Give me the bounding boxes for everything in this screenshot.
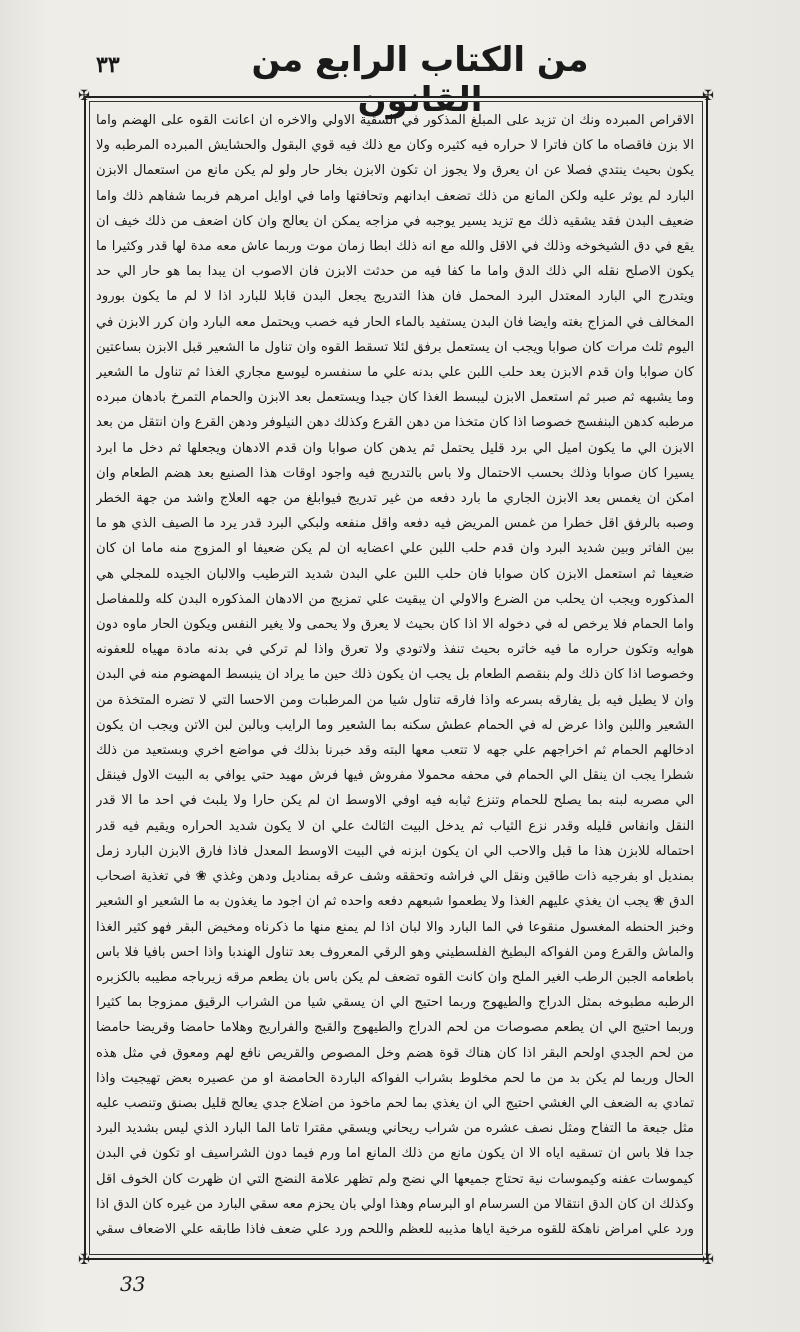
running-title: من الكتاب الرابع من القانون xyxy=(251,40,589,120)
page-number-arabic: ٣٣ xyxy=(96,52,120,78)
body-text xyxy=(96,108,694,1246)
page-header xyxy=(60,38,750,120)
frame-ornament-icon: ✠ xyxy=(78,88,90,104)
text-frame xyxy=(78,88,714,1268)
footer-page-number: 33 xyxy=(120,1272,146,1296)
frame-ornament-icon: ✠ xyxy=(78,1252,90,1268)
frame-ornament-icon: ✠ xyxy=(702,88,714,104)
paragraph: الاقراص المبرده ونك ان تزيد على المبلغ المذكور في السقية الاولي والاخره ان اعانت القوه على الهضم واما الا بزن فاقصاه ما كان فاترا لا حراره فيه كثيره وكان مع ذلك فيه قوي البقول والحشايش المبرده المرطبه ولا يكون بحيث ينتدي فصلا عن ان يعرق ولا يجوز ان تكون الابزن بخار حار ولو لم يكن مانع من استعمال الابزن البارد لم يوثر عليه ولكن المانع من ذلك تضعف ابدانهم وتحافتها واما في اوايل امرهم فربما شفاهم ذلك واما ضعيف البدن فقد يشقيه ذلك مع تزيد يسير يوجبه في مزاجه يمكن ان يعالج وان كان اضعف من ذلك خيف ان يقع في دق الشيخوخه وذلك في الاقل والله مع انه ذلك ابطا زمان موت وربما عاش معه مدة لها قدر وكثيرا ما يكون الاصلح نقله الي ذلك الدق واما ما كفا فيه من حدثت الابزن فان الاصوب ان يبدا بما هو حار الي حد ويتدرج الي البارد المعتدل البرد المحمل فان هذا التدريج يجعل البدن قابلا للبارد اذا لا لم ما يكون بورود المخالف في المزاج بغته وايضا فان البدن يستفيد بالماء الحار فيه خصب ويحتمل معه البارد وان كرر الابزن في اليوم ثلث مرات كان صوابا ويجب ان يستعمل برفق لئلا تسقط القوه وان تناول ما الشعير قبل الابزن بساعتين كان صوابا وان قدم الابزن بعد حلب اللبن علي بدنه علي ما سنفسره ليوسع مجاري الغذا ثم تناول ما الشعير وما يشبهه ثم صبر ثم استعمل الابزن ليبسط الغذا كان جيدا ويستعمل بعد الابزن والحمام التمرخ بادهان مبرده مرطبه كدهن البنفسج خصوصا اذا كان متخذا من دهن القرع وكذلك دهن النيلوفر ودهن القرع وان انتقل من بعد الابزن الي ما يكون اميل الي برد قليل يحتمل ثم يدهن كان صوابا وان قدم الادهان ويجعلها ثم دخل ما ابرد يسيرا كان صوابا وذلك بحسب الاحتمال ولا باس بالتدريج فيه واجود اوقات هذا الصنيع بعد هضم الطعام وان امكن ان يغمس بعد الابزن الجاري ما بارد دفعه من غير تدريج فيوابلغ من جهه العلاج واشد من جهة الخطر وصبه بالرفق اقل خطرا من غمس المريض فيه دفعه واقل منفعه ولبكي البرد قدر يرد ما الصيف الذي هو ما بين الفاتر وبين شديد البرد وان قدم حلب اللبن علي اعضايه ان لم يكن ضعيفا او المزوج منه ماما ان كان ضعيفا ثم استعمل الابزن كان صوابا فان حلب اللبن علي البدن شديد الترطيب والالبان الجيده للمجلي هي المذكوره ويجب ان يحلب من الضرع والاولي ان يبقيت علي تمزيج من الادهان المذكوره البدن كله وللمفاصل واما الحمام فلا يرخص له في دخوله الا اذا كان بحيث لا يعرق ولا يحمى ولا يغير النفس ويكون الحار ماوه دون هوايه وتكون حراره ما فيه خاتره بحيث تنفذ ولاتودي ولا تعرق واذا لم تركي في بدنه مادة مهياه للعفونه وخصوصا اذا كان ذلك ولم بنقصم الطعام بل يجب ان يكون ذلك حين ما يراد ان ينبسط المهضوم منه في البدن وان لا يطيل فيه بل يفارقه بسرعه واذا فارقه تناول شيا من المرطبات ومن الاحسا التي لا تضره المتخذة من الشعير واللبن واذا عرض له في الحمام عطش سكنه بما الشعير وما الرايب وبالبن لبن الاتن ويجب ان يكون ادخالهم الحمام ثم اخراجهم علي جهه لا تتعب معها البته وقد خبرنا بذلك في مواضع اخري وبستعيد من ذلك شطرا يجب ان ينقل الي الحمام في محفه محمولا مفروش فيها فرش مهيد حتي يوافي به البيت الاول فينقل الي مصربه لبنه بما يصلح للحمام وتنزع ثيابه فيه اوفي الاوسط ان لم يكن حارا ولا يلبث في احد ما الا قدر النقل وانفاس قليله وقدر نزع الثياب ثم يدخل البيت الثالث علي ان لا يكون شديد الحراره ويقيم فيه قدر احتماله للابزن هذا ما قبل والاحب الي ان يكون ابزنه في البيت الاوسط المعدل فاذا فارق الابزن البارد زمل بمنديل او بفرجيه ذات طاقين ونقل الي فراشه وتحققه وشف عرقه بمناديل ودهن وغذي ❀ في تغذية اصحاب الدق ❀ يجب ان يغذي عليهم الغذا ولا يطعموا شبعهم دفعه واحده ثم ان اجود ما يغذون به ما الشعير او الشعير وخبز الحنطه المغسول منقوعا في الما البارد والا لبان اذا لم يمنع منها ما ذكرناه ومخيض البقر فهو كثير الغذا والماش والقرع ومن الفواكه البطيخ الفلسطيني وهو الرقي المعروف بعد تناول الهندبا واذا احس بافيا فلا باس باطعامه الجبن الرطب الغير الملح وان كانت القوه تضعف لم يكن باس بان يطعم مرقه زيرباجه مطيبه بالكزبره الرطبه مطبوخه بمثل الدراج والطيهوج وربما احتيج الي ان يسقي شيا من الشراب الرقيق ممزوجا بما كثيرا وربما احتيج الي ان يطعم مصوصات من لحم الدراج والطيهوج والقبج والفراريج وهلاما حامضا وقريضا حامضا من لحم الجدي اولحم البقر اذا كان هناك قوة هضم وخل المصوص والقريص نافع لهم ومعوق في مثل هذه الحال وربما لم يكن بد من ما لحم مخلوط بشراب الفواكه الباردة الحامضة او من عصيره بعض تهيجيت واذا تمادي به الضعف الي الغشي احتيج الي ان يغذي بما لحم ماخوذ من اضلاع جدي يعالج قليل بصنق وتنصب عليه مثل جبعة ما التفاح ومثل نصف عشره من شراب ريحاني ويسقي مقترا تاما الما البارد الذي ليس بشديد البرد جدا فلا باس ان تسقيه اياه الا ان يكون مانع من ذلك المانع اما ورم فيما دون الشراسيف او تكون في البدن كيموسات عفنه وكيموسات نية تحتاج جميعها الي نضج ولم تظهر علامة النضج التي ان ظهرت كان الخوف اقل وكذلك ان كان الدق انتقالا من السرسام او البرسام وهذا اولي بان يحزم معه سقي البارد من غيره كان الدق اذا ورد علي امراض ناهكة للقوه مرخية اياها مذيبه للعظم واللحم ورد علي ضعف فاذا طابقه علي الاضعاف سقي xyxy=(96,113,694,1237)
frame-ornament-icon: ✠ xyxy=(702,1252,714,1268)
